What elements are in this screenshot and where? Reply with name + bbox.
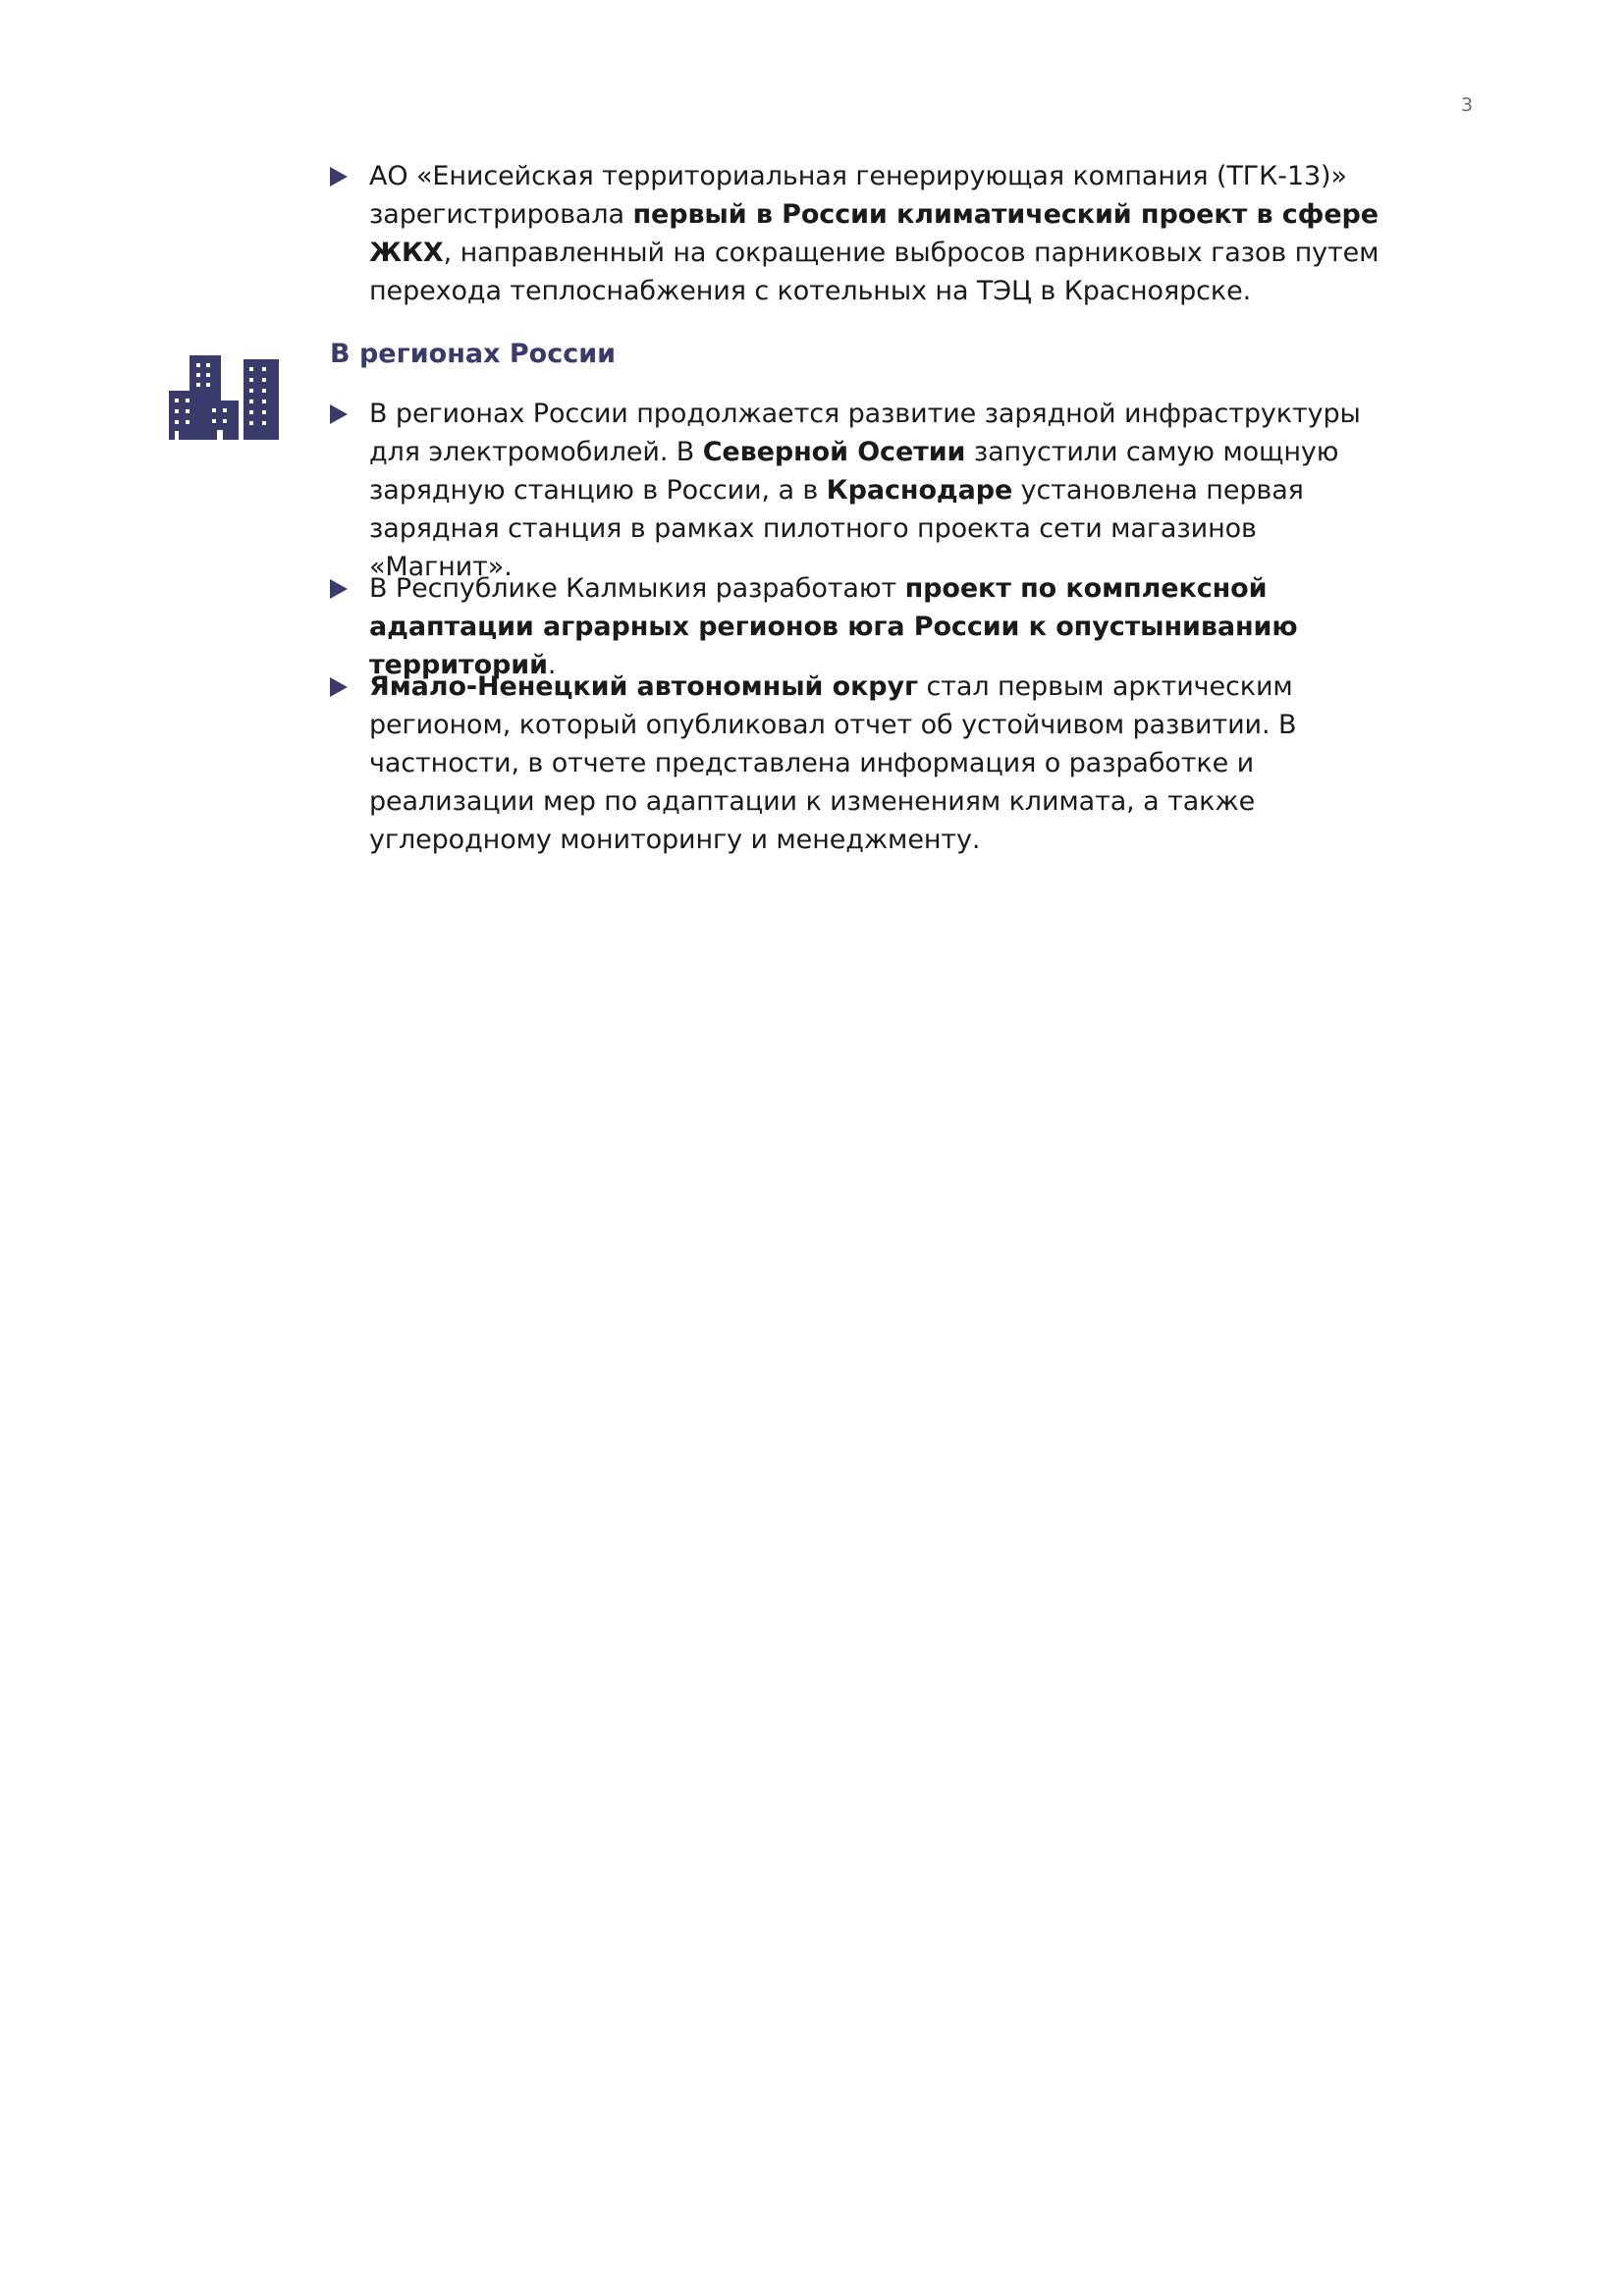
text-run: установлена первая зарядная станция в рамках пилотного проекта сети магазинов «Магнит». [369,475,1304,582]
list-item [330,157,1400,310]
triangle-bullet-icon [330,167,348,187]
bold-text-run: Северной Осетии [702,437,966,467]
text-run: запустили самую мощную зарядную станцию в России, а в [369,437,1339,506]
section-heading: В регионах России [330,339,617,369]
text-run: . [547,650,557,680]
text-run: АО «Енисейская территориальная генерирующая компания (ТГК-13)» зарегистрировала [369,161,1347,230]
triangle-bullet-icon [330,579,348,599]
text-run: В регионах России продолжается развитие зарядной инфраструктуры для электромобилей. В [369,399,1361,467]
list-item [330,395,1400,586]
list-item [330,667,1400,859]
bullet-text [369,157,1400,310]
city-buildings-icon [169,355,279,440]
bullet-text [369,667,1400,859]
triangle-bullet-icon [330,404,348,424]
page-number: 3 [1461,94,1474,116]
bold-text-run: Краснодаре [826,475,1013,506]
bullet-text [369,395,1400,586]
bold-text-run: проект по комплексной адаптации аграрных регионов юга России к опустыниванию территорий [369,573,1298,680]
bold-text-run: первый в России климатический проект в сфере ЖКХ [369,199,1379,268]
bold-text-run: Ямало-Ненецкий автономный округ [369,671,919,702]
text-run: стал первым арктическим регионом, который опубликовал отчет об устойчивом развитии. В частности, в отчете представлена информация о разработке и реализации мер по адаптации к изменениям климата, а также углеродному мониторингу и менеджменту. [369,671,1297,855]
triangle-bullet-icon [330,677,348,697]
text-run: В Республике Калмыкия разработают [369,573,905,604]
text-run: , направленный на сокращение выбросов парниковых газов путем перехода теплоснабжения с котельных на ТЭЦ в Красноярске. [369,238,1380,306]
